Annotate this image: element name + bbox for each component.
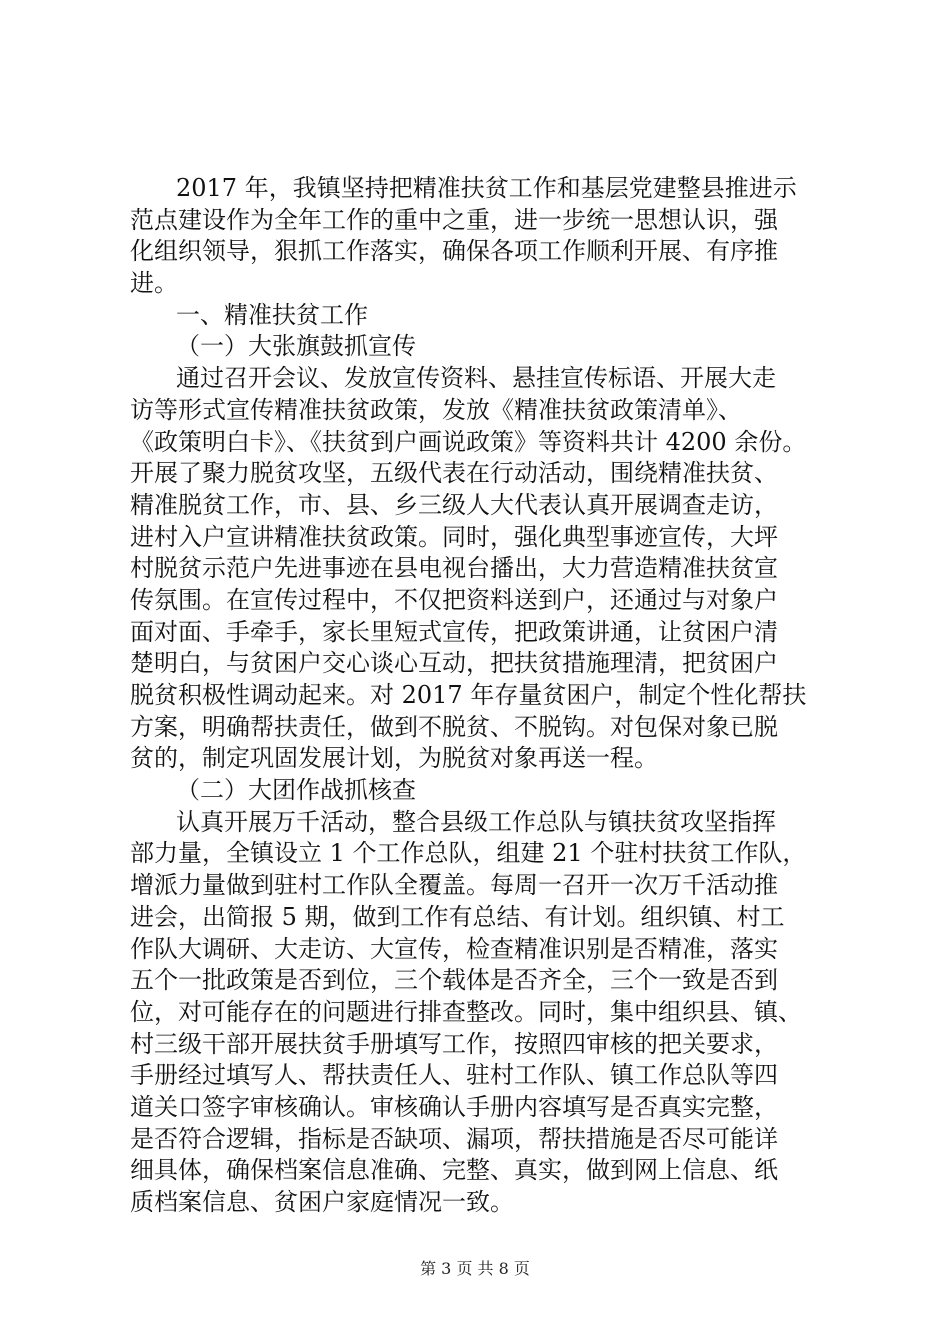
text-line: 一、精准扶贫工作 xyxy=(176,300,368,329)
text-line: 进会，出简报 5 期，做到工作有总结、有计划。组织镇、村工 xyxy=(130,902,785,931)
text-line: 《政策明白卡》、《扶贫到户画说政策》等资料共计 4200 余份。 xyxy=(130,427,807,456)
text-line: 进村入户宣讲精准扶贫政策。同时，强化典型事迹宣传，大坪 xyxy=(130,522,778,551)
text-line: 2017 年，我镇坚持把精准扶贫工作和基层党建整县推进示 xyxy=(176,174,797,202)
text-line: 脱贫积极性调动起来。对 2017 年存量贫困户，制定个性化帮扶 xyxy=(130,681,807,709)
text-line: 贫的，制定巩固发展计划，为脱贫对象再送一程。 xyxy=(130,744,658,773)
text-line: 面对面、手牵手，家长里短式宣传，把政策讲通，让贫困户清 xyxy=(130,617,778,646)
text-line: 开展了聚力脱贫攻坚，五级代表在行动活动，围绕精准扶贫、 xyxy=(130,459,778,488)
text-line: 部力量，全镇设立 1 个工作总队，组建 21 个驻村扶贫工作队， xyxy=(130,839,807,868)
text-line: 五个一批政策是否到位，三个载体是否齐全，三个一致是否到 xyxy=(130,966,778,995)
text-line: 进。 xyxy=(130,269,178,298)
text-line: 细具体，确保档案信息准确、完整、真实，做到网上信息、纸 xyxy=(130,1156,778,1185)
text-line: 精准脱贫工作，市、县、乡三级人大代表认真开展调查走访， xyxy=(130,490,778,519)
text-line: 范点建设作为全年工作的重中之重，进一步统一思想认识，强 xyxy=(130,205,778,234)
text-line: 通过召开会议、发放宣传资料、悬挂宣传标语、开展大走 xyxy=(176,364,776,393)
text-line: 质档案信息、贫困户家庭情况一致。 xyxy=(130,1188,514,1216)
page-footer: 第 3 页 共 8 页 xyxy=(420,1259,530,1278)
text-line: 是否符合逻辑，指标是否缺项、漏项，帮扶措施是否尽可能详 xyxy=(130,1124,778,1153)
text-line: 认真开展万千活动，整合县级工作总队与镇扶贫攻坚指挥 xyxy=(176,807,776,836)
text-line: 化组织领导，狠抓工作落实，确保各项工作顺利开展、有序推 xyxy=(130,237,778,266)
text-line: 道关口签字审核确认。审核确认手册内容填写是否真实完整， xyxy=(130,1092,778,1121)
text-line: 村三级干部开展扶贫手册填写工作，按照四审核的把关要求， xyxy=(130,1029,778,1058)
text-line: 传氛围。在宣传过程中，不仅把资料送到户，还通过与对象户 xyxy=(130,585,778,614)
text-line: （二）大团作战抓核查 xyxy=(176,776,416,805)
text-line: 作队大调研、大走访、大宣传，检查精准识别是否精准，落实 xyxy=(130,934,778,963)
text-line: 村脱贫示范户先进事迹在县电视台播出，大力营造精准扶贫宣 xyxy=(130,554,778,583)
document-body xyxy=(130,173,830,1219)
text-line: 手册经过填写人、帮扶责任人、驻村工作队、镇工作总队等四 xyxy=(130,1061,778,1090)
text-line: 访等形式宣传精准扶贫政策，发放《精准扶贫政策清单》、 xyxy=(130,395,742,424)
text-line: （一）大张旗鼓抓宣传 xyxy=(176,332,416,361)
text-line: 楚明白，与贫困户交心谈心互动，把扶贫措施理清，把贫困户 xyxy=(130,649,778,678)
text-line: 方案，明确帮扶责任，做到不脱贫、不脱钩。对包保对象已脱 xyxy=(130,712,778,741)
text-line: 位，对可能存在的问题进行排查整改。同时，集中组织县、镇、 xyxy=(130,997,802,1026)
text-line: 增派力量做到驻村工作队全覆盖。每周一召开一次万千活动推 xyxy=(130,871,778,900)
